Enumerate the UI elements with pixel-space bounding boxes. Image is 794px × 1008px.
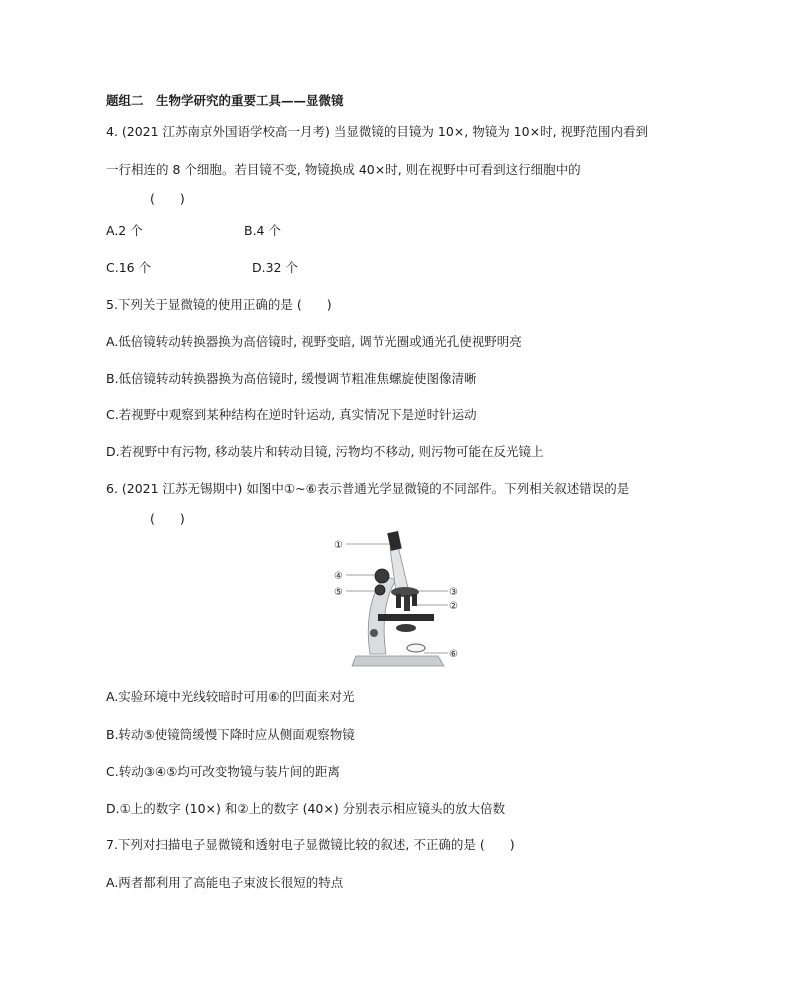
microscope-stage [378, 614, 434, 621]
q4-option-a: A.2 个 [106, 223, 143, 238]
q4-option-b: B.4 个 [244, 223, 281, 238]
q5-stem: 5.下列关于显微镜的使用正确的是 ( ) [106, 297, 332, 312]
q6-option-a: A.实验环境中光线较暗时可用⑥的凹面来对光 [106, 689, 355, 704]
microscope-illustration [326, 528, 466, 668]
q5-option-b: B.低倍镜转动转换器换为高倍镜时, 缓慢调节粗准焦螺旋使图像清晰 [106, 371, 477, 386]
q6-option-b: B.转动⑤使镜筒缓慢下降时应从侧面观察物镜 [106, 727, 355, 742]
microscope-figure [326, 528, 466, 668]
mirror-part-6 [407, 644, 425, 652]
q4-answer-bracket: ( ) [150, 191, 185, 206]
diaphragm [396, 624, 416, 632]
figure-label-5: ⑤ [334, 587, 343, 598]
q4-option-c: C.16 个 [106, 260, 152, 275]
q5-option-a: A.低倍镜转动转换器换为高倍镜时, 视野变暗, 调节光圈或通光孔使视野明亮 [106, 334, 522, 349]
figure-label-4: ④ [334, 571, 343, 582]
microscope-base [352, 656, 444, 666]
q7-option-a: A.两者都利用了高能电子束波长很短的特点 [106, 875, 344, 890]
q5-option-d: D.若视野中有污物, 移动装片和转动目镜, 污物均不移动, 则污物可能在反光镜上 [106, 444, 544, 459]
fine-knob-part-5 [375, 585, 385, 595]
q6-stem: 6. (2021 江苏无锡期中) 如图中①~⑥表示普通光学显微镜的不同部件。下列相关叙述错误的是 [106, 481, 630, 496]
objective-lens [412, 594, 417, 606]
q4-stem-line2: 一行相连的 8 个细胞。若目镜不变, 物镜换成 40×时, 则在视野中可看到这行细胞中的 [106, 162, 581, 177]
stage-knob [370, 629, 378, 637]
q7-stem: 7.下列对扫描电子显微镜和透射电子显微镜比较的叙述, 不正确的是 ( ) [106, 837, 515, 852]
section-title: 题组二 生物学研究的重要工具——显微镜 [106, 93, 344, 108]
objective-lens-part-2 [404, 595, 410, 611]
q4-option-d: D.32 个 [252, 260, 298, 275]
objective-lens [396, 594, 401, 608]
figure-label-6: ⑥ [449, 649, 458, 660]
q6-option-c: C.转动③④⑤均可改变物镜与装片间的距离 [106, 764, 340, 779]
eyepiece-part-1 [387, 531, 402, 551]
q6-answer-bracket: ( ) [150, 511, 185, 526]
coarse-knob-part-4 [375, 569, 389, 583]
figure-label-2: ② [449, 601, 458, 612]
figure-label-1: ① [334, 540, 343, 551]
q6-option-d: D.①上的数字 (10×) 和②上的数字 (40×) 分别表示相应镜头的放大倍数 [106, 801, 506, 816]
q5-option-c: C.若视野中观察到某种结构在逆时针运动, 真实情况下是逆时针运动 [106, 407, 477, 422]
figure-label-3: ③ [449, 587, 458, 598]
q4-stem-line1: 4. (2021 江苏南京外国语学校高一月考) 当显微镜的目镜为 10×, 物镜为 10×时, 视野范围内看到 [106, 124, 649, 139]
